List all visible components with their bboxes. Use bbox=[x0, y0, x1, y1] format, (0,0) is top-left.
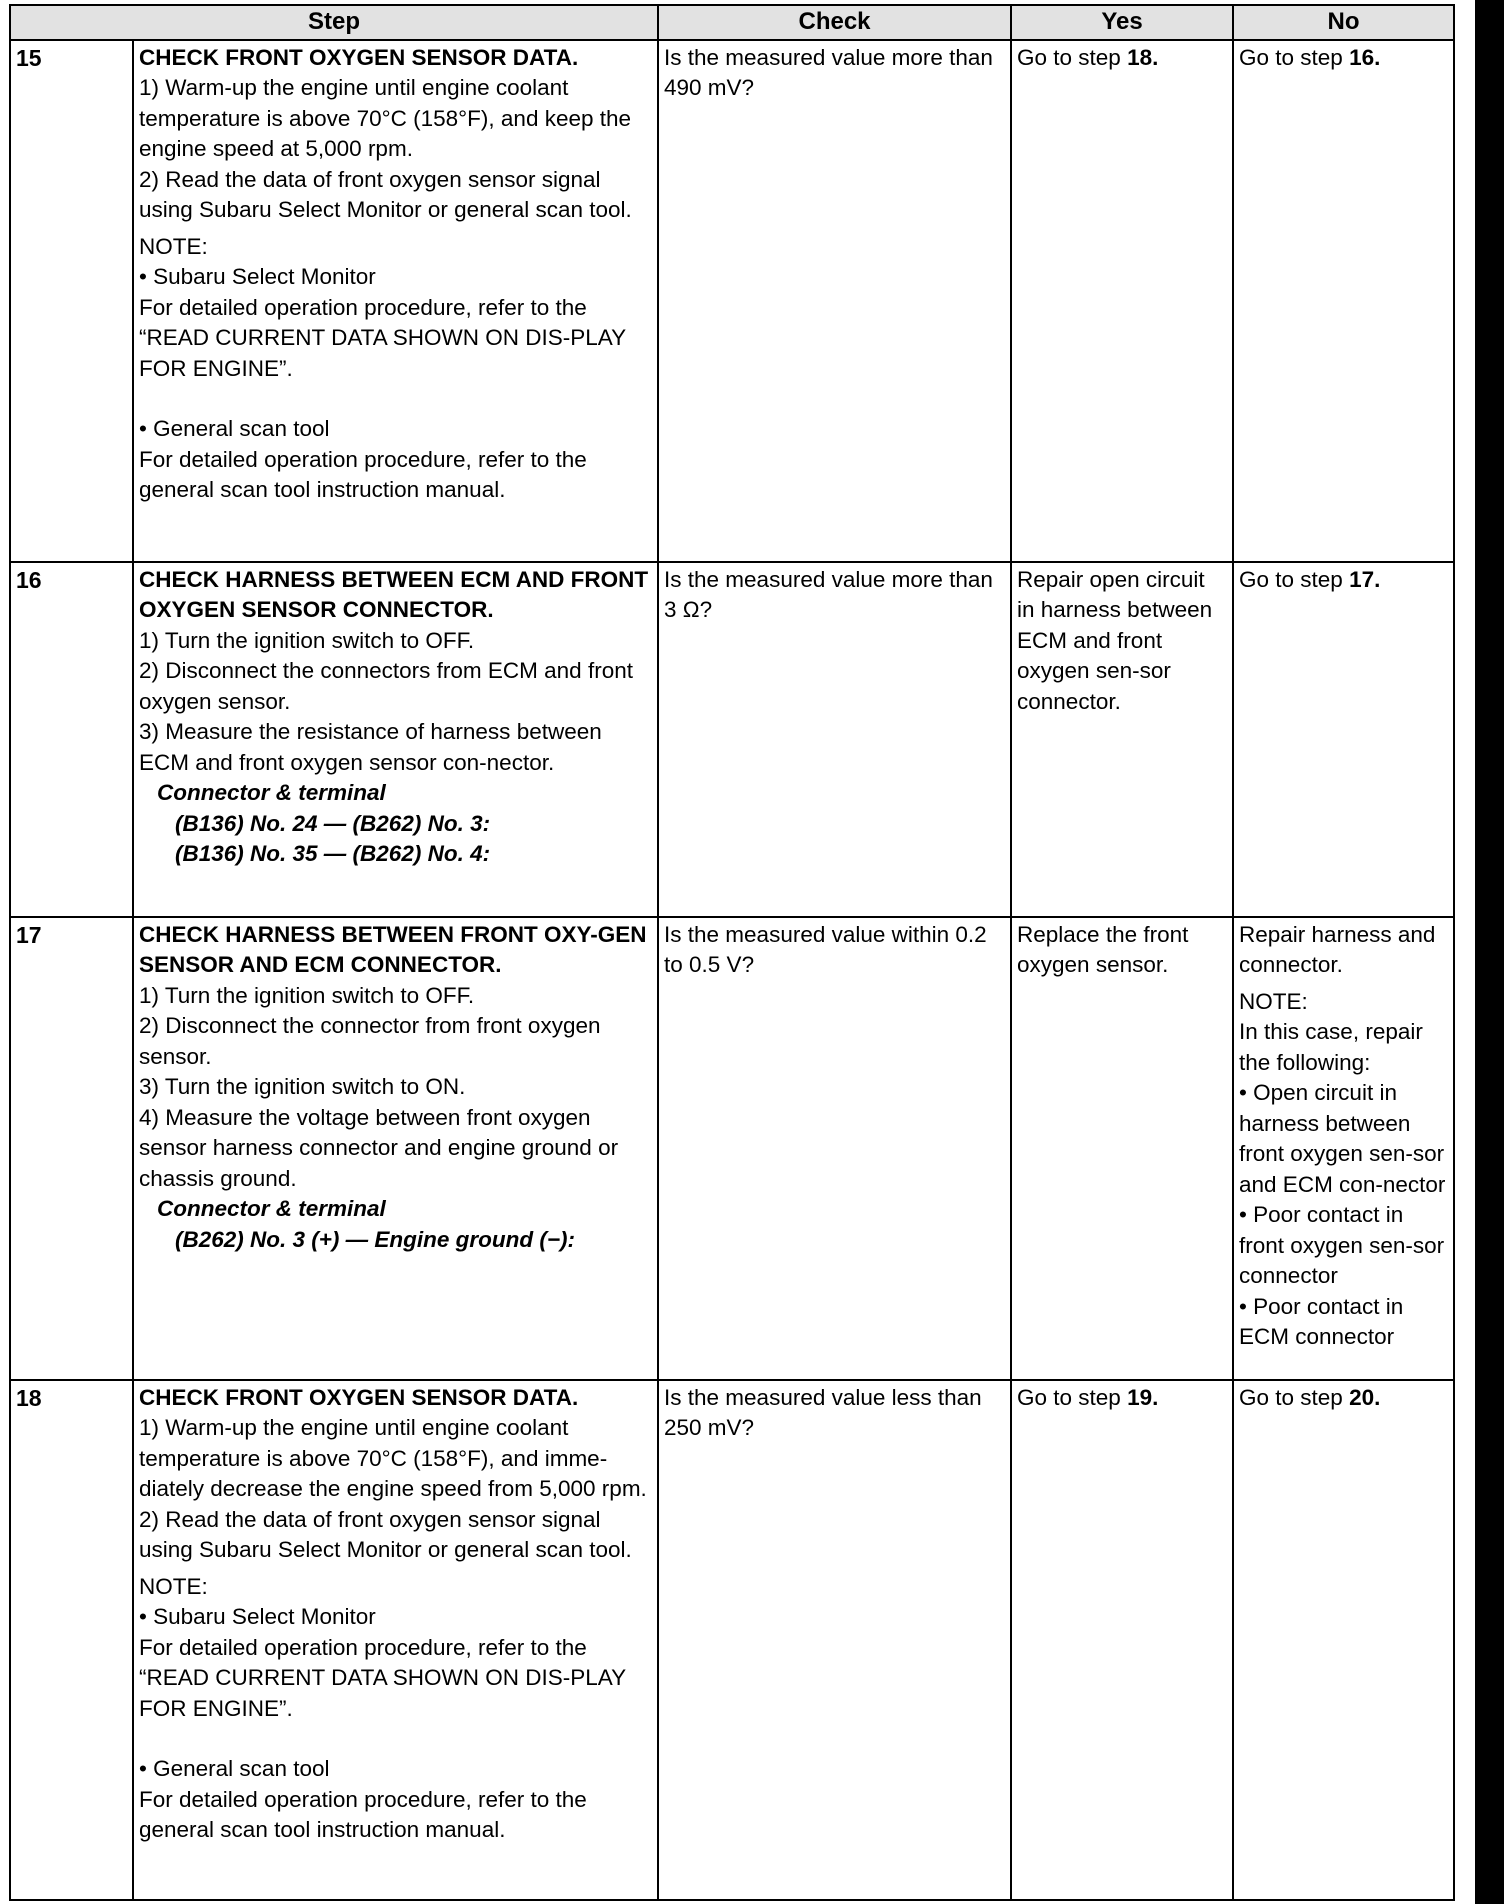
no-step-ref: 20. bbox=[1349, 1384, 1381, 1410]
no-text: Repair harness and connector. bbox=[1239, 921, 1436, 977]
connector-terminal: (B136) No. 35 — (B262) No. 4: bbox=[175, 841, 491, 866]
check-cell: Is the measured value less than 250 mV? bbox=[658, 1380, 1011, 1901]
yes-cell bbox=[1011, 40, 1233, 562]
diagnostic-procedure-table bbox=[9, 4, 1455, 1901]
page-edge-bar bbox=[1475, 0, 1504, 1904]
header-yes: Yes bbox=[1011, 5, 1233, 40]
no-text: Go to step bbox=[1239, 1384, 1350, 1410]
step-number: 15 bbox=[10, 40, 133, 562]
yes-step-ref: 18. bbox=[1127, 44, 1159, 70]
table-row-step-15 bbox=[10, 40, 1454, 562]
step-instruction: 3) Measure the resistance of harness between ECM and front oxygen sensor con-nector. bbox=[139, 719, 602, 775]
step-number: 18 bbox=[10, 1380, 133, 1901]
step-description bbox=[133, 1380, 658, 1901]
no-cell bbox=[1233, 562, 1454, 917]
no-text: Go to step bbox=[1239, 44, 1350, 70]
connector-terminal: (B262) No. 3 (+) — Engine ground (−): bbox=[175, 1226, 576, 1252]
yes-cell: Replace the front oxygen sensor. bbox=[1011, 917, 1233, 1380]
note-label: NOTE: bbox=[139, 233, 208, 259]
step-instruction: 2) Disconnect the connectors from ECM and front oxygen sensor. bbox=[139, 658, 633, 714]
header-step: Step bbox=[10, 5, 658, 40]
note-text: For detailed operation procedure, refer to the “READ CURRENT DATA SHOWN ON DIS-PLAY FOR ENGINE”. bbox=[139, 1634, 626, 1721]
yes-cell bbox=[1011, 1380, 1233, 1901]
step-instruction: 4) Measure the voltage between front oxygen sensor harness connector and engine ground or chassis ground. bbox=[139, 1104, 619, 1191]
spacer bbox=[139, 384, 653, 414]
note-bullet: • Open circuit in harness between front oxygen sen-sor and ECM con-nector bbox=[1239, 1080, 1446, 1197]
no-text: Go to step bbox=[1239, 566, 1350, 592]
step-instruction: 1) Warm-up the engine until engine coolant temperature is above 70°C (158°F), and keep the engine speed at 5,000 rpm. bbox=[139, 75, 632, 161]
note-bullet: • Poor contact in front oxygen sen-sor connector bbox=[1239, 1202, 1445, 1288]
no-step-ref: 17. bbox=[1349, 566, 1381, 592]
header-no: No bbox=[1233, 5, 1454, 40]
note-text: For detailed operation procedure, refer to the general scan tool instruction manual. bbox=[139, 1786, 587, 1842]
connector-label: Connector & terminal bbox=[157, 1196, 386, 1221]
step-number: 17 bbox=[10, 917, 133, 1380]
table-row-step-18 bbox=[10, 1380, 1454, 1901]
step-title: CHECK HARNESS BETWEEN FRONT OXY-GEN SENSOR AND ECM CONNECTOR. bbox=[139, 921, 647, 977]
note-bullet: • Subaru Select Monitor bbox=[139, 1604, 376, 1629]
step-title: CHECK FRONT OXYGEN SENSOR DATA. bbox=[139, 1384, 579, 1410]
note-label: NOTE: bbox=[139, 1573, 208, 1599]
connector-label: Connector & terminal bbox=[157, 780, 386, 805]
yes-text: Go to step bbox=[1017, 1384, 1128, 1410]
step-instruction: 1) Turn the ignition switch to OFF. bbox=[139, 982, 475, 1008]
table-row-step-16 bbox=[10, 562, 1454, 917]
header-check: Check bbox=[658, 5, 1011, 40]
no-cell bbox=[1233, 40, 1454, 562]
no-cell bbox=[1233, 917, 1454, 1380]
step-instruction: 3) Turn the ignition switch to ON. bbox=[139, 1074, 466, 1099]
yes-cell: Repair open circuit in harness between ECM and front oxygen sen-sor connector. bbox=[1011, 562, 1233, 917]
step-instruction: 1) Warm-up the engine until engine coolant temperature is above 70°C (158°F), and imme-diately decrease the engine speed from 5,000 rpm. bbox=[139, 1415, 647, 1501]
note-text: For detailed operation procedure, refer to the “READ CURRENT DATA SHOWN ON DIS-PLAY FOR ENGINE”. bbox=[139, 294, 626, 381]
note-bullet: • General scan tool bbox=[139, 416, 330, 441]
step-description bbox=[133, 562, 658, 917]
step-instruction: 2) Read the data of front oxygen sensor signal using Subaru Select Monitor or general scan tool. bbox=[139, 166, 632, 222]
yes-text: Go to step bbox=[1017, 44, 1128, 70]
step-description bbox=[133, 40, 658, 562]
note-bullet: • Subaru Select Monitor bbox=[139, 264, 376, 289]
step-title: CHECK FRONT OXYGEN SENSOR DATA. bbox=[139, 44, 579, 70]
yes-step-ref: 19. bbox=[1127, 1384, 1159, 1410]
step-number: 16 bbox=[10, 562, 133, 917]
table-row-step-17 bbox=[10, 917, 1454, 1380]
note-text: In this case, repair the following: bbox=[1239, 1019, 1423, 1075]
step-title: CHECK HARNESS BETWEEN ECM AND FRONT OXYGEN SENSOR CONNECTOR. bbox=[139, 566, 649, 622]
check-cell: Is the measured value within 0.2 to 0.5 V? bbox=[658, 917, 1011, 1380]
note-text: For detailed operation procedure, refer to the general scan tool instruction manual. bbox=[139, 446, 587, 502]
check-cell: Is the measured value more than 490 mV? bbox=[658, 40, 1011, 562]
note-bullet: • General scan tool bbox=[139, 1756, 330, 1781]
step-instruction: 1) Turn the ignition switch to OFF. bbox=[139, 627, 475, 653]
step-description bbox=[133, 917, 658, 1380]
note-bullet: • Poor contact in ECM connector bbox=[1239, 1293, 1404, 1349]
connector-terminal: (B136) No. 24 — (B262) No. 3: bbox=[175, 810, 491, 836]
step-instruction: 2) Read the data of front oxygen sensor signal using Subaru Select Monitor or general scan tool. bbox=[139, 1506, 632, 1562]
no-cell bbox=[1233, 1380, 1454, 1901]
note-label: NOTE: bbox=[1239, 988, 1308, 1014]
step-instruction: 2) Disconnect the connector from front oxygen sensor. bbox=[139, 1013, 601, 1069]
no-step-ref: 16. bbox=[1349, 44, 1381, 70]
check-cell: Is the measured value more than 3 Ω? bbox=[658, 562, 1011, 917]
table-header-row bbox=[10, 5, 1454, 40]
spacer bbox=[139, 1724, 653, 1754]
